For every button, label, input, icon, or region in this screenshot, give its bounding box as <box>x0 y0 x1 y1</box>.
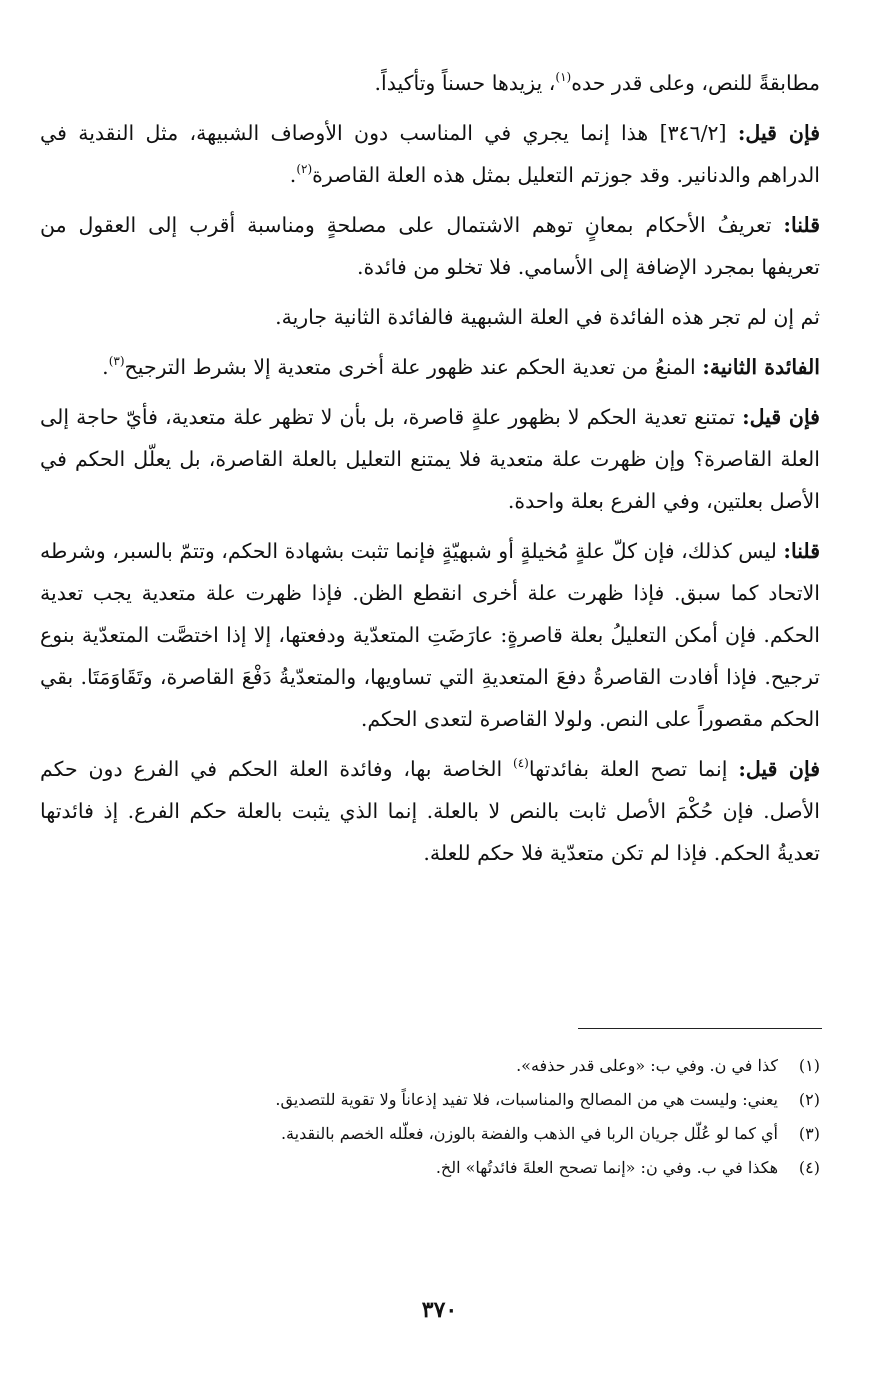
paragraph <box>40 346 820 388</box>
footnote-ref: (٢) <box>296 162 313 176</box>
main-text <box>40 62 820 882</box>
footnote-number: (١) <box>798 1056 820 1075</box>
paragraph-lead: قلنا: <box>783 539 820 563</box>
paragraph <box>40 296 820 338</box>
paragraph-tail: . <box>289 163 297 187</box>
paragraph-text: [٣٤٦/٢] هذا إنما يجري في المناسب دون الأوصاف الشبيهة، مثل النقدية في الدراهم والدنانير. وقد جوزتم التعليل بمثل هذه العلة القاصرة <box>40 121 820 187</box>
paragraph-text: مطابقةً للنص، وعلى قدر حده <box>571 71 820 95</box>
footnotes <box>40 1049 820 1185</box>
paragraph <box>40 112 820 196</box>
footnote-text: يعني: وليست هي من المصالح والمناسبات، فلا تفيد إذعاناً ولا تقوية للتصديق. <box>275 1090 778 1109</box>
paragraph <box>40 530 820 740</box>
footnote-text: كذا في ن. وفي ب: «وعلى قدر حذفه». <box>516 1056 778 1075</box>
footnote-text: أي كما لو عُلّل جريان الربا في الذهب والفضة بالوزن، فعلّله الخصم بالنقدية. <box>280 1124 778 1143</box>
paragraph-tail: . <box>102 355 109 379</box>
footnote-number: (٢) <box>798 1090 820 1109</box>
footnote <box>40 1049 820 1083</box>
footnote-ref: (٣) <box>108 354 125 368</box>
paragraph-lead: فإن قيل: <box>737 121 820 145</box>
paragraph <box>40 748 820 874</box>
paragraph-text: ثم إن لم تجر هذه الفائدة في العلة الشبهية فالفائدة الثانية جارية. <box>275 305 820 329</box>
paragraph <box>40 204 820 288</box>
paragraph-tail: الخاصة بها، وفائدة العلة الحكم في الفرع دون حكم الأصل. فإن حُكْمَ الأصل ثابت بالنص لا بالعلة. إنما الذي يثبت بالعلة حكم الفرع. إذ فائدتها تعديةُ الحكم. فإذا لم تكن متعدّية فلا حكم للعلة. <box>40 757 820 865</box>
footnote-ref: (٤) <box>513 756 529 770</box>
paragraph-text: تمتنع تعدية الحكم لا بظهور علةٍ قاصرة، بل بأن لا تظهر علة متعدية، فأيّ حاجة إلى العلة القاصرة؟ وإن ظهرت علة متعدية فلا يمتنع التعليل بالعلة القاصرة، بل يعلّل الحكم في الأصل بعلتين، وفي الفرع بعلة واحدة. <box>40 405 820 513</box>
footnote-divider <box>578 1028 822 1029</box>
paragraph-tail: ، يزيدها حسناً وتأكيداً. <box>374 71 556 95</box>
paragraph-text: ليس كذلك، فإن كلّ علةٍ مُخيلةٍ أو شبهيّةٍ فإنما تثبت بشهادة الحكم، وتتمّ بالسبر، وشرطه الاتحاد كما سبق. فإذا ظهرت علة أخرى انقطع الظن. فإذا ظهرت علة متعدية يجب تعدية الحكم. فإن أمكن التعليلُ بعلة قاصرةٍ: عارَضَتِ المتعدّية ودفعتها، إلا إذا اختصَّت المتعدّية بنوع ترجيح. فإذا أفادت القاصرةُ دفعَ المتعديةِ التي تساويها، والمتعدّيةُ دَفْعَ القاصرة، وتَقَاوَمَتَا. بقي الحكم مقصوراً على النص. ولولا القاصرة لتعدى الحكم. <box>40 539 820 731</box>
footnote <box>40 1151 820 1185</box>
page-number: ٣٧٠ <box>421 1297 458 1323</box>
footnote <box>40 1117 820 1151</box>
paragraph-lead: الفائدة الثانية: <box>702 355 820 379</box>
footnote-number: (٤) <box>798 1158 820 1177</box>
footnote <box>40 1083 820 1117</box>
paragraph <box>40 62 820 104</box>
paragraph-lead: فإن قيل: <box>742 405 820 429</box>
footnote-ref: (١) <box>555 70 572 84</box>
footnote-text: هكذا في ب. وفي ن: «إنما تصحح العلةَ فائدتُها» الخ. <box>435 1158 778 1177</box>
paragraph-text: تعريفُ الأحكام بمعانٍ توهم الاشتمال على مصلحةٍ ومناسبة أقرب إلى العقول من تعريفها بمجرد الإضافة إلى الأسامي. فلا تخلو من فائدة. <box>40 213 820 279</box>
paragraph-text: المنعُ من تعدية الحكم عند ظهور علة أخرى متعدية إلا بشرط الترجيح <box>124 355 703 379</box>
paragraph <box>40 396 820 522</box>
footnote-number: (٣) <box>798 1124 820 1143</box>
paragraph-text: إنما تصح العلة بفائدتها <box>528 757 739 781</box>
paragraph-lead: فإن قيل: <box>738 757 820 781</box>
paragraph-lead: قلنا: <box>783 213 820 237</box>
